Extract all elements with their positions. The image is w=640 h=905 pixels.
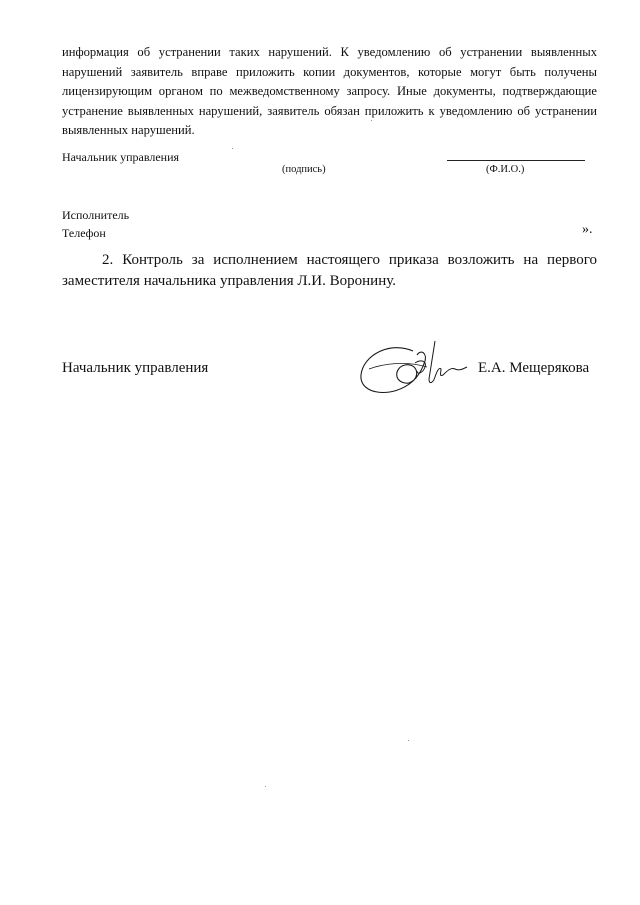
scan-speck xyxy=(232,148,233,149)
name-caption: (Ф.И.О.) xyxy=(486,164,525,175)
executor-label: Исполнитель xyxy=(62,208,130,222)
name-underline xyxy=(447,160,585,161)
scan-speck xyxy=(265,786,266,787)
head-label: Начальник управления xyxy=(62,150,180,164)
signoff-title: Начальник управления xyxy=(62,360,209,376)
signature-caption: (подпись) xyxy=(282,164,326,175)
closing-quote: ». xyxy=(582,222,593,237)
handwritten-signature xyxy=(355,333,470,405)
notice-paragraph: информация об устранении таких нарушений. К уведомлению об устранении выявленных нарушений заявитель вправе приложить копии документов, которые могут быть получены лицензирующим органом по межведомственному запросу. Иные документы, подтверждающие устранение выявленных нарушений, заявитель обязан приложить к уведомлению об устранении выявленных нарушений. xyxy=(62,45,597,137)
scan-speck xyxy=(408,740,409,741)
phone-label: Телефон xyxy=(62,226,106,240)
signer-name: Е.А. Мещерякова xyxy=(478,360,590,376)
order-item-2 xyxy=(62,250,597,292)
order-item-2-text: 2. Контроль за исполнением настоящего приказа возложить на первого заместителя начальника управления Л.И. Воронину. xyxy=(62,252,597,289)
scan-speck xyxy=(371,120,372,121)
